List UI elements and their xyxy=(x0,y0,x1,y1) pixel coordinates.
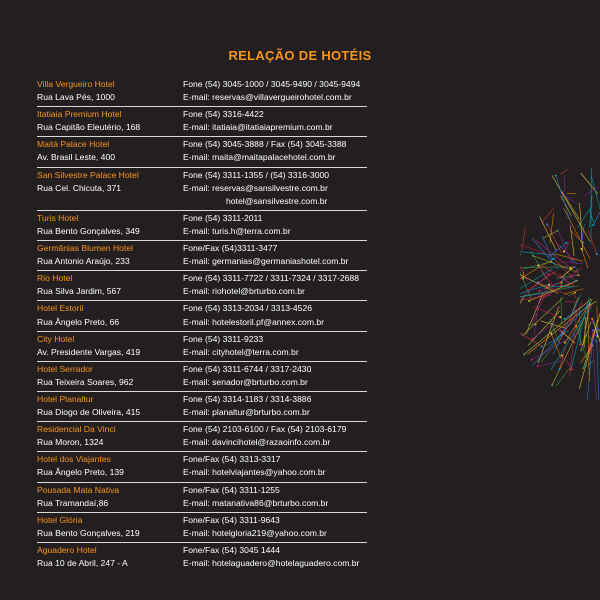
hotel-name: Pousada Mata Nativa xyxy=(37,484,120,495)
hotel-name: Turis Hotel xyxy=(37,212,79,223)
hotel-phone: Fone (54) 3311-7722 / 3311-7324 / 3317-2688 xyxy=(183,273,359,284)
hotel-phone: Fone (54) 2103-6100 / Fax (54) 2103-6179 xyxy=(183,424,347,435)
hotel-entry xyxy=(37,543,367,572)
hotel-left-column xyxy=(37,272,183,298)
hotel-entry xyxy=(37,362,367,392)
hotel-address: Rua Silva Jardim, 567 xyxy=(37,286,122,297)
hotel-address: Av. Brasil Leste, 400 xyxy=(37,152,116,163)
hotel-left-column xyxy=(37,108,183,134)
hotel-contact-column xyxy=(183,212,367,238)
hotel-address: Rua Ângelo Preto, 139 xyxy=(37,467,124,478)
hotel-name: Hotel Planaltur xyxy=(37,393,94,404)
hotel-entry xyxy=(37,392,367,422)
hotel-email: E-mail: hotelgloria219@yahoo.com.br xyxy=(183,527,327,538)
hotel-entry xyxy=(37,513,367,543)
hotel-entry xyxy=(37,422,367,452)
hotel-phone: Fone (54) 3316-4422 xyxy=(183,109,264,120)
hotel-left-column xyxy=(37,423,183,449)
hotel-entry xyxy=(37,107,367,137)
hotel-address: Rua Diogo de Oliveira, 415 xyxy=(37,407,141,418)
hotel-email: E-mail: germanias@germaniashotel.com.br xyxy=(183,256,349,267)
hotel-address: Rua Bento Gonçalves, 219 xyxy=(37,527,140,538)
network-art-icon xyxy=(520,160,600,400)
hotel-address: Rua 10 de Abril, 247 - A xyxy=(37,558,128,568)
hotel-left-column xyxy=(37,453,183,479)
hotel-name: Hotel Estoril xyxy=(37,303,84,314)
hotel-left-column xyxy=(37,544,183,570)
hotel-entry xyxy=(37,211,367,241)
hotel-name: Villa Vergueiro Hotel xyxy=(37,79,115,89)
hotel-contact-column xyxy=(183,363,367,389)
hotel-phone: Fone (54) 3045-1000 / 3045-9490 / 3045-9494 xyxy=(183,79,361,89)
hotel-phone: Fone/Fax (54) 3311-1255 xyxy=(183,484,280,495)
hotel-contact-column xyxy=(183,108,367,134)
hotel-phone: Fone (54) 3311-6744 / 3317-2430 xyxy=(183,363,312,374)
hotel-email: E-mail: hotelaguadero@hotelaguadero.com.br xyxy=(183,558,360,568)
hotel-entry xyxy=(37,483,367,513)
hotel-left-column xyxy=(37,138,183,164)
hotel-entry xyxy=(37,271,367,301)
hotel-name: Residencial Da Vinci xyxy=(37,424,116,435)
hotel-phone: Fone/Fax (54)3311-3477 xyxy=(183,243,278,254)
hotel-address: Rua Tramandaí,86 xyxy=(37,497,109,508)
hotel-email: E-mail: itatiaia@itatiaiapremium.com.br xyxy=(183,122,333,133)
hotel-contact-column xyxy=(183,484,367,510)
hotel-name: Maitá Palace Hotel xyxy=(37,139,110,150)
hotel-email: E-mail: hotelestoril.pf@annex.com.br xyxy=(183,316,325,327)
hotel-name: Rio Hotel xyxy=(37,273,73,284)
hotel-address: Rua Ângelo Preto, 66 xyxy=(37,316,120,327)
page-title: RELAÇÃO DE HOTÉIS xyxy=(228,48,372,63)
hotel-left-column xyxy=(37,514,183,540)
hotel-left-column xyxy=(37,484,183,510)
hotel-left-column xyxy=(37,333,183,359)
hotel-phone: Fone/Fax (54) 3311-9643 xyxy=(183,514,280,525)
hotel-entry xyxy=(37,241,367,271)
hotel-contact-column xyxy=(183,138,367,164)
hotel-contact-column xyxy=(183,272,367,298)
hotel-email-secondary: hotel@sansilvestre.com.br xyxy=(226,195,328,206)
hotel-contact-column xyxy=(183,453,367,479)
hotel-contact-column xyxy=(183,78,367,104)
hotel-email: E-mail: davincihotel@razaoinfo.com.br xyxy=(183,437,331,448)
hotel-address: Rua Bento Gonçalves, 349 xyxy=(37,225,140,236)
hotel-address: Rua Moron, 1324 xyxy=(37,437,104,448)
hotel-entry xyxy=(37,332,367,362)
hotel-address: Rua Capitão Eleutério, 168 xyxy=(37,122,141,133)
hotel-address: Av. Presidente Vargas, 419 xyxy=(37,346,141,357)
hotel-name: Germânias Blumen Hotel xyxy=(37,243,134,254)
hotel-entry xyxy=(37,168,367,211)
hotel-left-column xyxy=(37,242,183,268)
hotel-email: E-mail: hotelviajantes@yahoo.com.br xyxy=(183,467,326,478)
hotel-name: Hotel Glória xyxy=(37,514,83,525)
hotel-phone: Fone (54) 3311-9233 xyxy=(183,333,264,344)
hotel-left-column xyxy=(37,212,183,238)
hotel-name: Itatiaia Premium Hotel xyxy=(37,109,122,120)
hotel-entry xyxy=(37,301,367,331)
hotel-list xyxy=(37,77,367,572)
hotel-left-column xyxy=(37,393,183,419)
hotel-name: San Silvestre Palace Hotel xyxy=(37,169,139,180)
hotel-email: E-mail: planaltur@brturbo.com.br xyxy=(183,407,310,418)
hotel-phone: Fone/Fax (54) 3313-3317 xyxy=(183,454,281,465)
hotel-email: E-mail: turis.h@terra.com.br xyxy=(183,225,291,236)
hotel-address: Rua Antonio Araújo, 233 xyxy=(37,256,130,267)
hotel-phone: Fone (54) 3311-1355 / (54) 3316-3000 xyxy=(183,169,330,180)
hotel-address: Rua Lava Pés, 1000 xyxy=(37,92,115,103)
hotel-contact-column xyxy=(183,242,367,268)
hotel-left-column xyxy=(37,302,183,328)
hotel-phone: Fone (54) 3314-1183 / 3314-3886 xyxy=(183,393,312,404)
hotel-phone: Fone (54) 3045-3888 / Fax (54) 3045-3388 xyxy=(183,139,347,150)
hotel-name: Aguadero Hotel xyxy=(37,544,97,555)
hotel-email: E-mail: cityhotel@terra.com.br xyxy=(183,346,299,357)
hotel-address: Rua Cel. Chicuta, 371 xyxy=(37,182,122,193)
hotel-phone: Fone (54) 3313-2034 / 3313-4526 xyxy=(183,303,313,314)
hotel-email: E-mail: senador@brturbo.com.br xyxy=(183,376,308,387)
hotel-contact-column xyxy=(183,302,367,328)
hotel-entry xyxy=(37,452,367,482)
hotel-contact-column xyxy=(183,423,367,449)
hotel-contact-column xyxy=(183,333,367,359)
hotel-email: E-mail: reservas@villavergueirohotel.com.br xyxy=(183,92,352,103)
hotel-phone: Fone/Fax (54) 3045 1444 xyxy=(183,544,280,555)
hotel-entry xyxy=(37,77,367,107)
hotel-name: Hotel Serrador xyxy=(37,363,93,374)
hotel-address: Rua Teixeira Soares, 962 xyxy=(37,376,134,387)
hotel-phone: Fone (54) 3311-2011 xyxy=(183,212,263,223)
hotel-contact-column xyxy=(183,544,367,570)
hotel-left-column xyxy=(37,78,183,104)
hotel-email: E-mail: riohotel@brturbo.com.br xyxy=(183,286,305,297)
hotel-email: E-mail: maita@maitapalacehotel.com.br xyxy=(183,152,336,163)
hotel-contact-column xyxy=(183,393,367,419)
hotel-email: E-mail: reservas@sansilvestre.com.br xyxy=(183,182,328,193)
hotel-entry xyxy=(37,137,367,167)
hotel-left-column xyxy=(37,169,183,208)
hotel-name: Hotel dos Viajantes xyxy=(37,454,111,465)
hotel-name: City Hotel xyxy=(37,333,75,344)
hotel-contact-column xyxy=(183,169,367,208)
hotel-contact-column xyxy=(183,514,367,540)
hotel-left-column xyxy=(37,363,183,389)
hotel-email: E-mail: matanativa86@brturbo.com.br xyxy=(183,497,329,508)
